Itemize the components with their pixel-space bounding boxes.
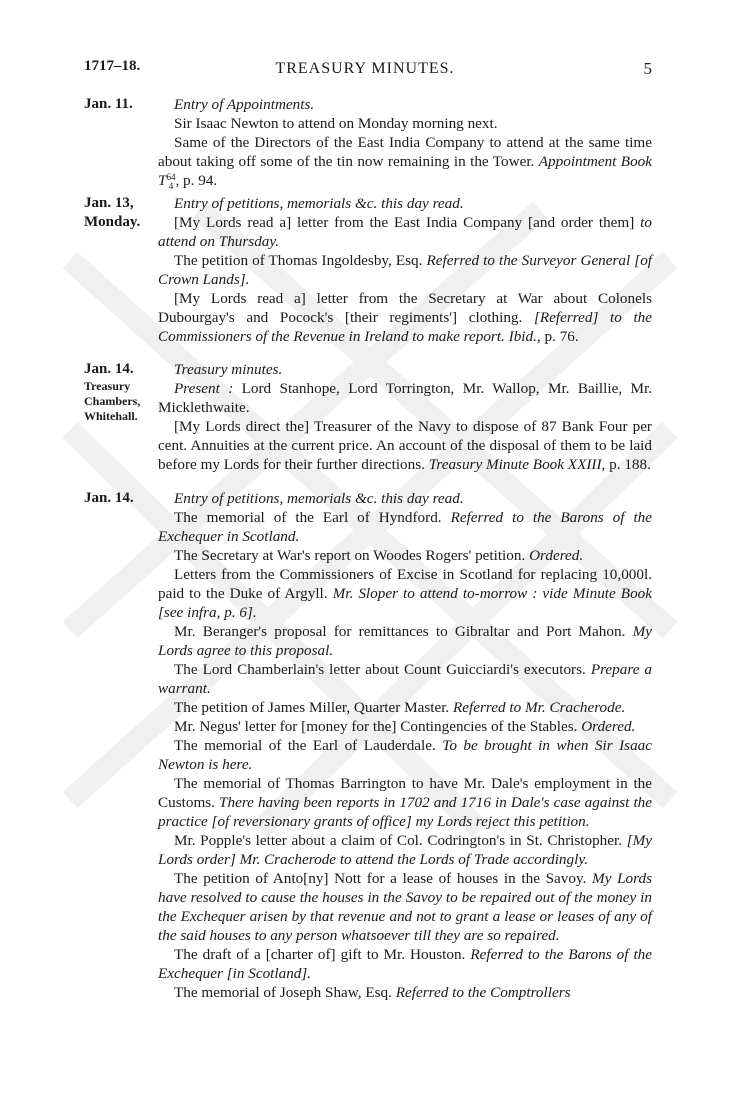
source-reference: Appointment Book T <box>158 153 652 189</box>
entry-body <box>158 360 652 474</box>
entry-paragraph: Letters from the Commissioners of Excise in Scotland for replacing 10,000l. paid to the Duke of Argyll. Mr. Sloper to attend to-morrow : vide Minute Book [see infra, p. 6]. <box>158 566 653 621</box>
entry-paragraph: [My Lords direct the] Treasurer of the Navy to dispose of 87 Bank Four per cent. Annuities at the current price. An account of the disposal of them to be laid before my Lords for their further directions. Treasury Minute Book XXIII, p. 188. <box>158 418 652 473</box>
header-year: 1717–18. <box>84 58 141 74</box>
entry-heading: Entry of petitions, memorials &c. this day read. <box>174 195 464 212</box>
entry-paragraph: The memorial of Joseph Shaw, Esq. Referred to the Comptrollers <box>174 984 571 1001</box>
entry-paragraph: Mr. Beranger's proposal for remittances to Gibraltar and Port Mahon. My Lords agree to this proposal. <box>158 623 652 659</box>
entry-weekday: Monday. <box>84 214 141 230</box>
entry-heading: Treasury minutes. <box>174 361 283 378</box>
entry-body <box>158 489 652 1002</box>
running-title: TREASURY MINUTES. <box>275 60 455 77</box>
entry-location: Treasury Chambers, Whitehall. <box>84 379 141 423</box>
entry-date: Jan. 11. <box>84 96 133 112</box>
entry-paragraph: [My Lords read a] letter from the East India Company [and order them] to attend on Thursday. <box>158 214 652 250</box>
entry-paragraph: The Secretary at War's report on Woodes Rogers' petition. Ordered. <box>174 547 584 564</box>
source-reference: Treasury Minute Book XXIII <box>428 456 602 473</box>
entry-paragraph: The memorial of the Earl of Hyndford. Referred to the Barons of the Exchequer in Scotland. <box>158 509 653 545</box>
entry-paragraph: The petition of Anto[ny] Nott for a lease of houses in the Savoy. My Lords have resolved to cause the houses in the Savoy to be repaired out of the money in the Exchequer arisen by that revenue and not to grant a lease or leases of any of the said houses to any person whatsoever till they are so repaired. <box>158 870 652 944</box>
entry-paragraph: The draft of a [charter of] gift to Mr. Houston. Referred to the Barons of the Exchequer [in Scotland]. <box>158 946 653 982</box>
entry-body <box>158 95 652 191</box>
entry-date: Jan. 14. <box>84 490 134 506</box>
entry-paragraph: The memorial of the Earl of Lauderdale. To be brought in when Sir Isaac Newton is here. <box>158 737 653 773</box>
entry-date: Jan. 14. Treasury Chambers, Whitehall. <box>84 360 154 424</box>
entry-date: Jan. 13, Monday. <box>84 194 154 232</box>
entry-paragraph: Mr. Popple's letter about a claim of Col. Codrington's in St. Christopher. [My Lords order] Mr. Cracherode to attend the Lords of Trade accordingly. <box>158 832 653 868</box>
entry-body <box>158 194 652 346</box>
entry-heading: Entry of Appointments. <box>174 96 315 113</box>
entry-paragraph: The petition of Thomas Ingoldesby, Esq. Referred to the Surveyor General [of Crown Lands]. <box>158 252 653 288</box>
entry-paragraph: The petition of James Miller, Quarter Master. Referred to Mr. Cracherode. <box>174 699 626 716</box>
entry-paragraph: [My Lords read a] letter from the Secretary at War about Colonels Dubourgay's and Pocock's [their regiments'] clothing. [Referred] to the Commissioners of the Revenue in Ireland to make report. Ibid., p. 76. <box>158 290 653 345</box>
entry-paragraph: Sir Isaac Newton to attend on Monday morning next. <box>174 115 498 132</box>
entry-paragraph: Mr. Negus' letter for [money for the] Contingencies of the Stables. Ordered. <box>174 718 636 735</box>
entry-paragraph: The Lord Chamberlain's letter about Count Guicciardi's executors. Prepare a warrant. <box>158 661 653 697</box>
entry-paragraph: Same of the Directors of the East India Company to attend at the same time about taking off some of the tin now remaining in the Tower. Appointment Book T 64 4 , p. 94. <box>158 134 652 191</box>
entry-heading: Entry of petitions, memorials &c. this day read. <box>174 490 464 507</box>
present-line: Present : Lord Stanhope, Lord Torrington, Mr. Wallop, Mr. Baillie, Mr. Micklethwaite. <box>158 380 653 416</box>
page-number: 5 <box>643 59 652 78</box>
source-reference: Ibid. <box>508 328 537 345</box>
entry-paragraph: The memorial of Thomas Barrington to have Mr. Dale's employment in the Customs. There having been reports in 1702 and 1716 in Dale's case against the practice [of reversionary grants of office] my Lords reject this petition. <box>158 775 653 830</box>
